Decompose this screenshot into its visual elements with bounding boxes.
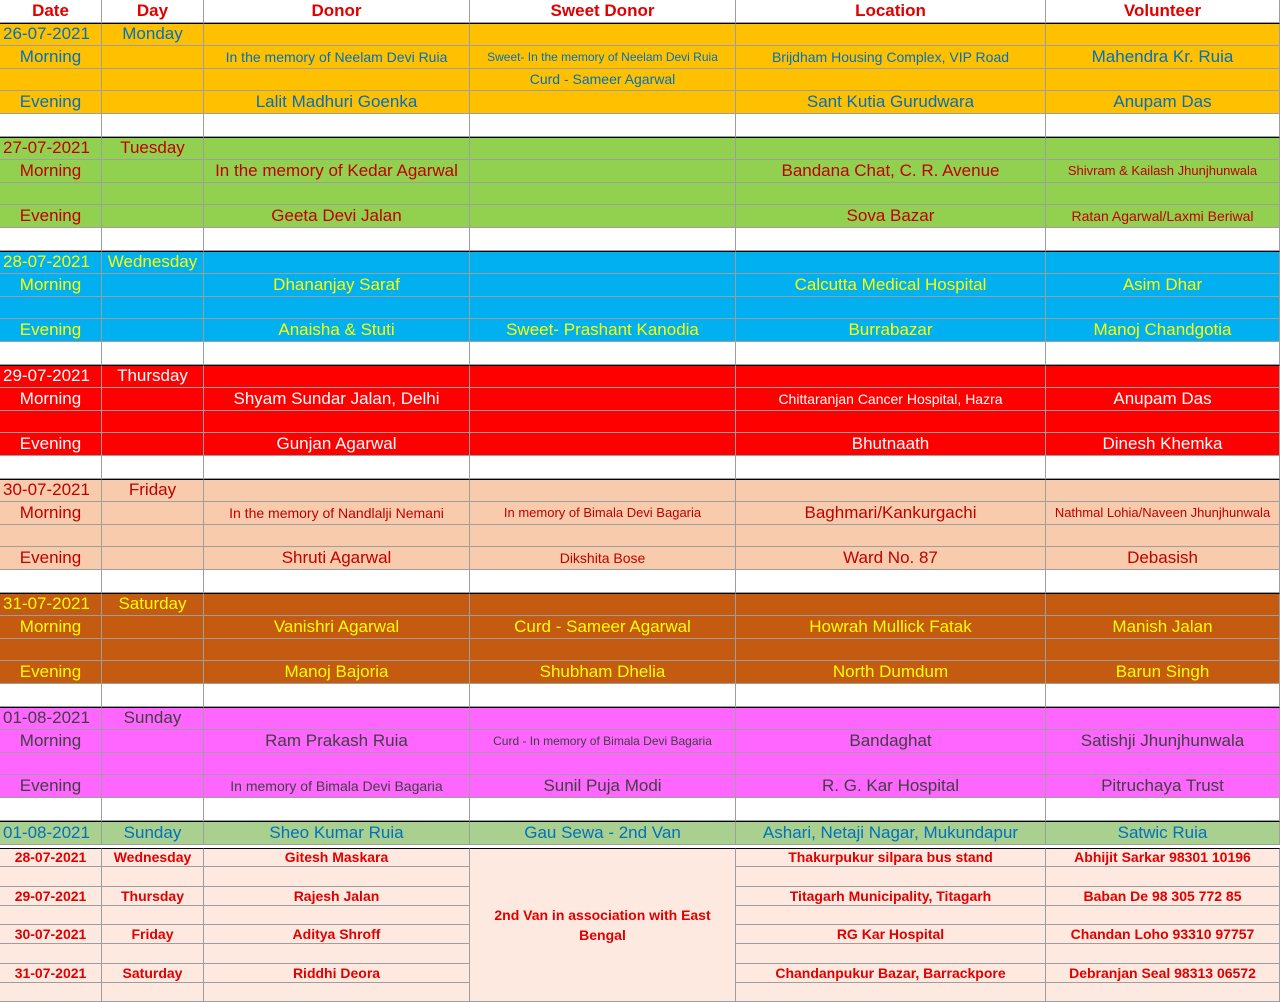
column-header: Location [736,0,1046,23]
cell [1046,753,1280,775]
cell [736,297,1046,319]
donor-cell: Aditya Shroff [204,925,470,944]
donor-cell: Sheo Kumar Ruia [204,821,470,845]
sweet-donor-cell: Gau Sewa - 2nd Van [470,821,736,845]
date-cell: 27-07-2021 [0,137,102,160]
cell [736,798,1046,821]
location-cell: Howrah Mullick Fatak [736,616,1046,639]
volunteer-cell: Pitruchaya Trust [1046,775,1280,798]
cell [102,228,204,251]
cell [470,342,736,365]
volunteer-cell: Debasish [1046,547,1280,570]
day-cell: Wednesday [102,848,204,867]
date-cell: 28-07-2021 [0,848,102,867]
sweet-donor-cell [470,388,736,411]
session-label: Morning [0,46,102,69]
cell [102,205,204,228]
cell [204,365,470,388]
cell [470,593,736,616]
cell [204,251,470,274]
date-cell: 29-07-2021 [0,365,102,388]
cell [1046,69,1280,91]
sweet-donor-cell [470,297,736,319]
donor-cell: Gunjan Agarwal [204,433,470,456]
cell [470,365,736,388]
volunteer-cell: Chandan Loho 93310 97757 [1046,925,1280,944]
date-cell: 29-07-2021 [0,887,102,906]
cell [736,639,1046,661]
day-cell: Saturday [102,593,204,616]
location-cell: RG Kar Hospital [736,925,1046,944]
cell [736,23,1046,46]
cell [102,433,204,456]
volunteer-cell: Ratan Agarwal/Laxmi Beriwal [1046,205,1280,228]
cell [1046,365,1280,388]
day-cell: Saturday [102,964,204,983]
day-cell: Sunday [102,707,204,730]
donor-cell: Anaisha & Stuti [204,319,470,342]
cell [1046,456,1280,479]
cell [0,684,102,707]
cell [102,684,204,707]
cell [736,684,1046,707]
donor-cell: Geeta Devi Jalan [204,205,470,228]
location-cell: Chittaranjan Cancer Hospital, Hazra [736,388,1046,411]
cell [470,684,736,707]
cell [102,775,204,798]
column-header: Volunteer [1046,0,1280,23]
cell [1046,593,1280,616]
cell [736,867,1046,887]
cell [470,137,736,160]
cell [1046,251,1280,274]
column-header: Date [0,0,102,23]
cell [0,183,102,205]
cell [736,570,1046,593]
cell [736,183,1046,205]
cell [0,69,102,91]
cell [0,944,102,964]
volunteer-cell: Barun Singh [1046,661,1280,684]
cell [204,944,470,964]
cell [204,707,470,730]
cell [0,342,102,365]
sweet-donor-cell [470,205,736,228]
cell [736,137,1046,160]
donor-cell: Gitesh Maskara [204,848,470,867]
cell [470,707,736,730]
location-cell: Brijdham Housing Complex, VIP Road [736,46,1046,69]
cell [1046,707,1280,730]
sweet-donor-cell [470,274,736,297]
cell [470,798,736,821]
location-cell: Bandaghat [736,730,1046,753]
cell [204,479,470,502]
cell [470,456,736,479]
cell [102,274,204,297]
cell [736,411,1046,433]
cell [1046,479,1280,502]
cell [470,114,736,137]
sweet-donor-cell [470,525,736,547]
session-label: Morning [0,388,102,411]
cell [0,983,102,1002]
cell [102,114,204,137]
donor-cell: Rajesh Jalan [204,887,470,906]
cell [470,228,736,251]
column-header: Donor [204,0,470,23]
cell [204,525,470,547]
location-cell: R. G. Kar Hospital [736,775,1046,798]
donor-cell: Shruti Agarwal [204,547,470,570]
cell [102,753,204,775]
cell [102,388,204,411]
sweet-donor-cell: Curd - Sameer Agarwal [470,69,736,91]
volunteer-cell: Anupam Das [1046,91,1280,114]
cell [204,456,470,479]
column-header: Day [102,0,204,23]
date-cell: 30-07-2021 [0,479,102,502]
cell [1046,114,1280,137]
volunteer-cell: Dinesh Khemka [1046,433,1280,456]
cell [736,753,1046,775]
cell [204,639,470,661]
session-label: Evening [0,91,102,114]
cell [736,525,1046,547]
cell [0,906,102,925]
sweet-donor-cell [470,411,736,433]
sweet-donor-cell: Shubham Dhelia [470,661,736,684]
location-cell: Sant Kutia Gurudwara [736,91,1046,114]
cell [736,593,1046,616]
cell [736,456,1046,479]
session-label: Morning [0,502,102,525]
donor-cell: In the memory of Nandlalji Nemani [204,502,470,525]
cell [0,411,102,433]
sweet-donor-cell: Sweet- In the memory of Neelam Devi Ruia [470,46,736,69]
day-cell: Thursday [102,365,204,388]
session-label: Morning [0,160,102,183]
cell [1046,297,1280,319]
cell [102,342,204,365]
cell [736,479,1046,502]
day-cell: Thursday [102,887,204,906]
cell [0,570,102,593]
cell [204,137,470,160]
session-label: Morning [0,616,102,639]
cell [1046,798,1280,821]
cell [204,684,470,707]
cell [1046,639,1280,661]
volunteer-cell: Manish Jalan [1046,616,1280,639]
cell [0,867,102,887]
sweet-donor-cell: Sweet- Prashant Kanodia [470,319,736,342]
cell [102,798,204,821]
sweet-donor-cell: Dikshita Bose [470,547,736,570]
volunteer-cell: Debranjan Seal 98313 06572 [1046,964,1280,983]
cell [102,525,204,547]
cell [1046,944,1280,964]
date-cell: 28-07-2021 [0,251,102,274]
cell [736,944,1046,964]
cell [1046,23,1280,46]
cell [1046,684,1280,707]
location-cell: Bhutnaath [736,433,1046,456]
cell [736,251,1046,274]
cell [470,570,736,593]
cell [102,69,204,91]
location-cell: Ward No. 87 [736,547,1046,570]
donor-cell: Riddhi Deora [204,964,470,983]
cell [1046,525,1280,547]
donor-cell: Lalit Madhuri Goenka [204,91,470,114]
cell [1046,906,1280,925]
cell [0,114,102,137]
cell [204,228,470,251]
cell [204,183,470,205]
cell [1046,342,1280,365]
cell [736,983,1046,1002]
date-cell: 01-08-2021 [0,707,102,730]
cell [204,297,470,319]
location-cell: Ashari, Netaji Nagar, Mukundapur [736,821,1046,845]
cell [736,342,1046,365]
cell [736,707,1046,730]
volunteer-cell: Baban De 98 305 772 85 [1046,887,1280,906]
sweet-donor-cell: In memory of Bimala Devi Bagaria [470,502,736,525]
cell [102,944,204,964]
cell [204,906,470,925]
donor-cell: Dhananjay Saraf [204,274,470,297]
second-van-note: 2nd Van in association with East Bengal [470,848,736,1002]
date-cell: 01-08-2021 [0,821,102,845]
location-cell: Baghmari/Kankurgachi [736,502,1046,525]
cell [470,23,736,46]
cell [102,91,204,114]
cell [204,983,470,1002]
sweet-donor-cell [470,91,736,114]
cell [1046,867,1280,887]
cell [204,798,470,821]
location-cell: Thakurpukur silpara bus stand [736,848,1046,867]
location-cell: Chandanpukur Bazar, Barrackpore [736,964,1046,983]
sweet-donor-cell: Curd - In memory of Bimala Devi Bagaria [470,730,736,753]
cell [1046,137,1280,160]
donor-cell: In the memory of Kedar Agarwal [204,160,470,183]
location-cell: North Dumdum [736,661,1046,684]
volunteer-cell: Manoj Chandgotia [1046,319,1280,342]
cell [736,69,1046,91]
cell [102,411,204,433]
cell [102,639,204,661]
cell [102,456,204,479]
session-label: Evening [0,319,102,342]
cell [736,365,1046,388]
cell [102,502,204,525]
volunteer-cell: Anupam Das [1046,388,1280,411]
cell [204,593,470,616]
donor-cell: Vanishri Agarwal [204,616,470,639]
volunteer-cell: Satwic Ruia [1046,821,1280,845]
cell [204,570,470,593]
cell [1046,983,1280,1002]
cell [1046,228,1280,251]
donor-cell: In the memory of Neelam Devi Ruia [204,46,470,69]
cell [102,906,204,925]
cell [0,525,102,547]
date-cell: 30-07-2021 [0,925,102,944]
cell [102,297,204,319]
cell [736,228,1046,251]
session-label: Evening [0,547,102,570]
day-cell: Monday [102,23,204,46]
cell [102,661,204,684]
volunteer-cell: Nathmal Lohia/Naveen Jhunjhunwala [1046,502,1280,525]
cell [204,753,470,775]
location-cell: Burrabazar [736,319,1046,342]
sweet-donor-cell [470,753,736,775]
cell [0,228,102,251]
donor-cell: Ram Prakash Ruia [204,730,470,753]
session-label: Morning [0,274,102,297]
cell [0,456,102,479]
column-header: Sweet Donor [470,0,736,23]
sweet-donor-cell: Sunil Puja Modi [470,775,736,798]
cell [102,183,204,205]
date-cell: 26-07-2021 [0,23,102,46]
location-cell: Bandana Chat, C. R. Avenue [736,160,1046,183]
location-cell: Calcutta Medical Hospital [736,274,1046,297]
sweet-donor-cell [470,160,736,183]
cell [0,639,102,661]
day-cell: Sunday [102,821,204,845]
donor-cell: Manoj Bajoria [204,661,470,684]
location-cell: Titagarh Municipality, Titagarh [736,887,1046,906]
cell [102,730,204,753]
volunteer-cell: Satishji Jhunjhunwala [1046,730,1280,753]
session-label: Evening [0,661,102,684]
sweet-donor-cell [470,639,736,661]
session-label: Morning [0,730,102,753]
sweet-donor-cell [470,433,736,456]
cell [102,547,204,570]
cell [736,114,1046,137]
day-cell: Friday [102,479,204,502]
location-cell: Sova Bazar [736,205,1046,228]
cell [470,251,736,274]
cell [204,342,470,365]
day-cell: Tuesday [102,137,204,160]
cell [204,411,470,433]
cell [0,798,102,821]
volunteer-cell: Shivram & Kailash Jhunjhunwala [1046,160,1280,183]
volunteer-cell: Asim Dhar [1046,274,1280,297]
cell [102,983,204,1002]
cell [204,867,470,887]
cell [102,46,204,69]
volunteer-cell: Mahendra Kr. Ruia [1046,46,1280,69]
cell [204,114,470,137]
cell [102,867,204,887]
session-label: Evening [0,433,102,456]
cell [102,570,204,593]
sweet-donor-cell: Curd - Sameer Agarwal [470,616,736,639]
cell [1046,570,1280,593]
cell [0,753,102,775]
sweet-donor-cell [470,183,736,205]
cell [204,69,470,91]
day-cell: Wednesday [102,251,204,274]
cell [102,616,204,639]
date-cell: 31-07-2021 [0,964,102,983]
cell [736,906,1046,925]
cell [204,23,470,46]
cell [0,297,102,319]
date-cell: 31-07-2021 [0,593,102,616]
day-cell: Friday [102,925,204,944]
donor-cell: In memory of Bimala Devi Bagaria [204,775,470,798]
cell [470,479,736,502]
session-label: Evening [0,775,102,798]
session-label: Evening [0,205,102,228]
volunteer-cell: Abhijit Sarkar 98301 10196 [1046,848,1280,867]
donor-cell: Shyam Sundar Jalan, Delhi [204,388,470,411]
cell [102,160,204,183]
cell [1046,183,1280,205]
cell [1046,411,1280,433]
cell [102,319,204,342]
